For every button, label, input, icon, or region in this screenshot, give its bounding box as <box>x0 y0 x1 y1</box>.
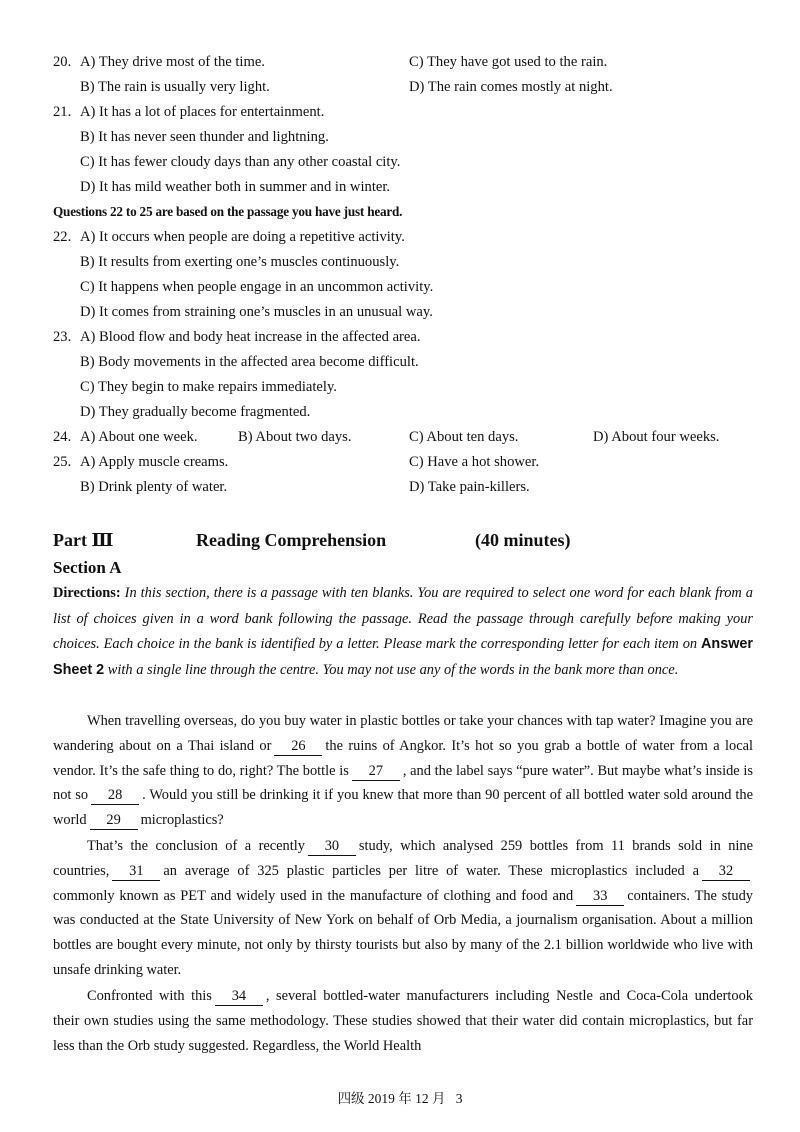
directions-text-2: with a single line through the centre. You may not use any of the words in the bank more than once. <box>104 661 679 678</box>
passage-text: commonly known as PET and widely used in the manufacture of clothing and food and <box>53 887 574 904</box>
question-23-b <box>53 351 773 373</box>
question-22-a <box>53 226 773 248</box>
option-c: C) They have got used to the rain. <box>409 54 608 70</box>
blank-32: 32 <box>702 862 750 881</box>
blank-29: 29 <box>90 811 138 830</box>
option-c: C) They begin to make repairs immediately. <box>80 379 337 395</box>
option-b: B) The rain is usually very light. <box>80 79 270 95</box>
passage-text: containers. The study was conducted at the State University of New York on behalf of Orb Media, a journalism organisation. About a million bottles are bought every minute, not only by thirsty tourists but also by many of the 2.1 billion worldwide who live with unsafe drinking water. <box>53 887 753 978</box>
section-title: Section A <box>53 558 122 577</box>
questions-heading: Questions 22 to 25 are based on the passage you have just heard. <box>53 204 403 219</box>
question-25-row2 <box>53 476 773 498</box>
option-a: A) Apply muscle creams. <box>80 454 229 470</box>
option-d: D) The rain comes mostly at night. <box>409 79 613 95</box>
option-c: C) About ten days. <box>409 429 519 445</box>
blank-34: 34 <box>215 987 263 1006</box>
passage-paragraph-3 <box>53 984 753 1058</box>
option-a: A) They drive most of the time. <box>80 54 265 70</box>
exam-label: 四级 2019 年 12 月 <box>337 1091 446 1106</box>
page-number: 3 <box>455 1091 463 1106</box>
passage-text: , and the label says “pure water”. But maybe what’s inside is not so <box>53 762 754 804</box>
question-22-c <box>53 276 773 298</box>
passage-text: . Would you still be drinking it if you knew that more than 90 percent of all bottled water sold around the world <box>53 787 753 829</box>
question-20-row1 <box>53 51 773 73</box>
option-d: D) They gradually become fragmented. <box>80 404 311 420</box>
option-a: A) It occurs when people are doing a repetitive activity. <box>80 229 405 245</box>
question-22-d <box>53 301 773 323</box>
question-25-row1 <box>53 451 773 473</box>
question-23-a <box>53 326 773 348</box>
directions-text-1: In this section, there is a passage with ten blanks. You are required to select one word for each blank from a list of choices given in a word bank following the passage. Read the passage through carefully before making your choices. Each choice in the bank is identified by a letter. Please mark the corresponding letter for each item on <box>53 585 753 653</box>
question-number: 24. <box>53 429 72 445</box>
option-d: D) Take pain-killers. <box>409 479 530 495</box>
option-d: D) It comes from straining one’s muscles in an unusual way. <box>80 304 433 320</box>
answer-sheet-ref: Answer Sheet 2 <box>53 636 753 678</box>
question-20-row2 <box>53 76 773 98</box>
question-21-b <box>53 126 773 148</box>
passage-text: the ruins of Angkor. It’s hot so you grab a bottle of water from a local vendor. It’s the safe thing to do, right? The bottle is <box>53 737 753 779</box>
directions-label: Directions: <box>53 585 121 601</box>
option-b: B) Body movements in the affected area become difficult. <box>80 354 419 370</box>
option-b: B) It has never seen thunder and lightning. <box>80 129 329 145</box>
option-a: A) Blood flow and body heat increase in the affected area. <box>80 329 421 345</box>
blank-26: 26 <box>274 737 322 756</box>
question-24 <box>53 426 773 448</box>
option-b: B) About two days. <box>238 429 352 445</box>
option-a: A) About one week. <box>80 429 198 445</box>
blank-27: 27 <box>352 762 400 781</box>
passage-paragraph-1 <box>53 709 753 833</box>
question-22-b <box>53 251 773 273</box>
question-23-c <box>53 376 773 398</box>
option-b: B) It results from exerting one’s muscles continuously. <box>80 254 400 270</box>
option-c: C) Have a hot shower. <box>409 454 540 470</box>
passage-text: , several bottled-water manufacturers including Nestle and Coca-Cola undertook their own studies using the same methodology. These studies showed that their water did contain microplastics, but far less than the Orb study suggested. Regardless, the World Health <box>53 988 753 1054</box>
blank-30: 30 <box>308 837 356 856</box>
question-number: 20. <box>53 54 72 70</box>
part-title: Reading Comprehension <box>196 530 387 550</box>
part-label: Part Ⅲ <box>53 530 114 550</box>
option-d: D) About four weeks. <box>593 429 720 445</box>
blank-31: 31 <box>112 862 160 881</box>
question-number: 23. <box>53 329 72 345</box>
option-b: B) Drink plenty of water. <box>80 479 228 495</box>
passage-text: microplastics? <box>140 812 224 829</box>
blank-33: 33 <box>576 887 624 906</box>
passage-text: When travelling overseas, do you buy water in plastic bottles or take your chances with tap water? Imagine you are wandering about on a Thai island or <box>53 713 753 754</box>
question-23-d <box>53 401 773 423</box>
part-heading <box>53 527 773 553</box>
option-c: C) It happens when people engage in an uncommon activity. <box>80 279 434 295</box>
page-footer <box>0 1087 800 1107</box>
question-21-d <box>53 176 773 198</box>
question-number: 22. <box>53 229 72 245</box>
part-time: (40 minutes) <box>475 530 571 550</box>
option-c: C) It has fewer cloudy days than any other coastal city. <box>80 154 401 170</box>
question-21-c <box>53 151 773 173</box>
passage-text: study, which analysed 259 bottles from 11 brands sold in nine countries, <box>53 838 753 879</box>
option-d: D) It has mild weather both in summer and in winter. <box>80 179 391 195</box>
directions <box>53 581 753 683</box>
passage-paragraph-2 <box>53 834 753 983</box>
passage-text: Confronted with this <box>87 988 212 1004</box>
passage-text: That’s the conclusion of a recently <box>87 838 305 854</box>
blank-28: 28 <box>91 786 139 805</box>
question-number: 25. <box>53 454 72 470</box>
option-a: A) It has a lot of places for entertainment. <box>80 104 325 120</box>
question-21-a <box>53 101 773 123</box>
question-number: 21. <box>53 104 72 120</box>
passage-text: an average of 325 plastic particles per litre of water. These microplastics included a <box>163 862 699 879</box>
